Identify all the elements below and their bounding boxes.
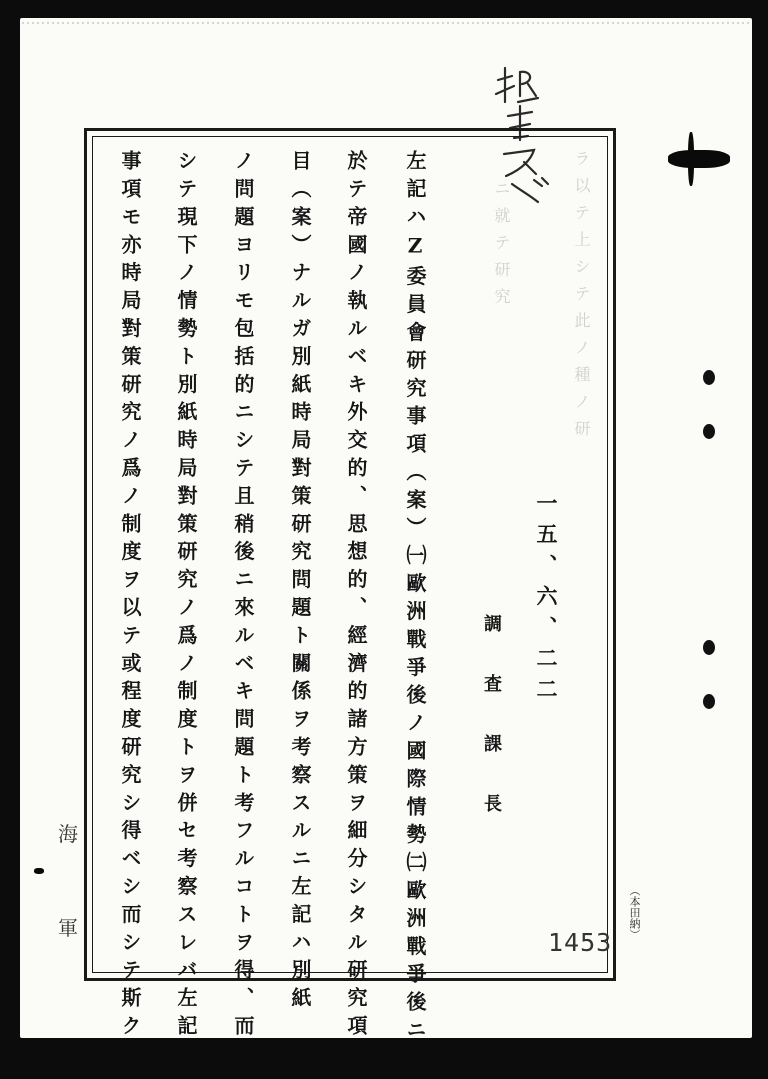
issuer-title: 調査課長 [481, 614, 502, 854]
punch-hole [703, 424, 715, 439]
body-column-1: 左記ハΖ委員會研究事項（案）㈠歐洲戰爭後ノ國際情勢㈡歐洲戰爭後ニ [403, 150, 427, 1047]
body-column-2: 於テ帝國ノ執ルベキ外交的、思想的、經濟的諸方策ヲ細分シタル研究項 [344, 150, 368, 1043]
punch-hole [703, 640, 715, 655]
margin-mark-bottom: 軍 [58, 916, 78, 940]
binding-note: （本田納） [628, 885, 641, 940]
body-column-4: ノ問題ヨリモ包括的ニシテ且稍後ニ來ルベキ問題ト考フルコトヲ得、而 [231, 150, 255, 1043]
ink-blot [34, 868, 44, 874]
body-column-6: 事項モ亦時局對策研究ノ爲ノ制度ヲ以テ或程度研究シ得ベシ而シテ斯ク [118, 150, 142, 1043]
document-date: 一五、六、二二 [534, 492, 559, 709]
punch-hole [703, 694, 715, 709]
punch-hole [703, 370, 715, 385]
margin-mark-top: 海 [58, 822, 78, 846]
bleed-through-text: ニ就テ研究 [492, 180, 511, 315]
ink-blot [688, 132, 694, 186]
body-column-5: シテ現下ノ情勢ト別紙時局對策研究ノ爲ノ制度トヲ併セ考察スレバ左記 [174, 150, 198, 1043]
ink-blot [668, 150, 730, 168]
page-number: 1453 [548, 928, 613, 957]
body-column-3: 目（案）ナルガ別紙時局對策研究問題ト關係ヲ考察スルニ左記ハ別紙 [288, 150, 312, 1015]
bleed-through-text: ラ以テ上シテ此ノ種ノ研 [572, 150, 591, 447]
paper-edge-texture [22, 22, 750, 24]
